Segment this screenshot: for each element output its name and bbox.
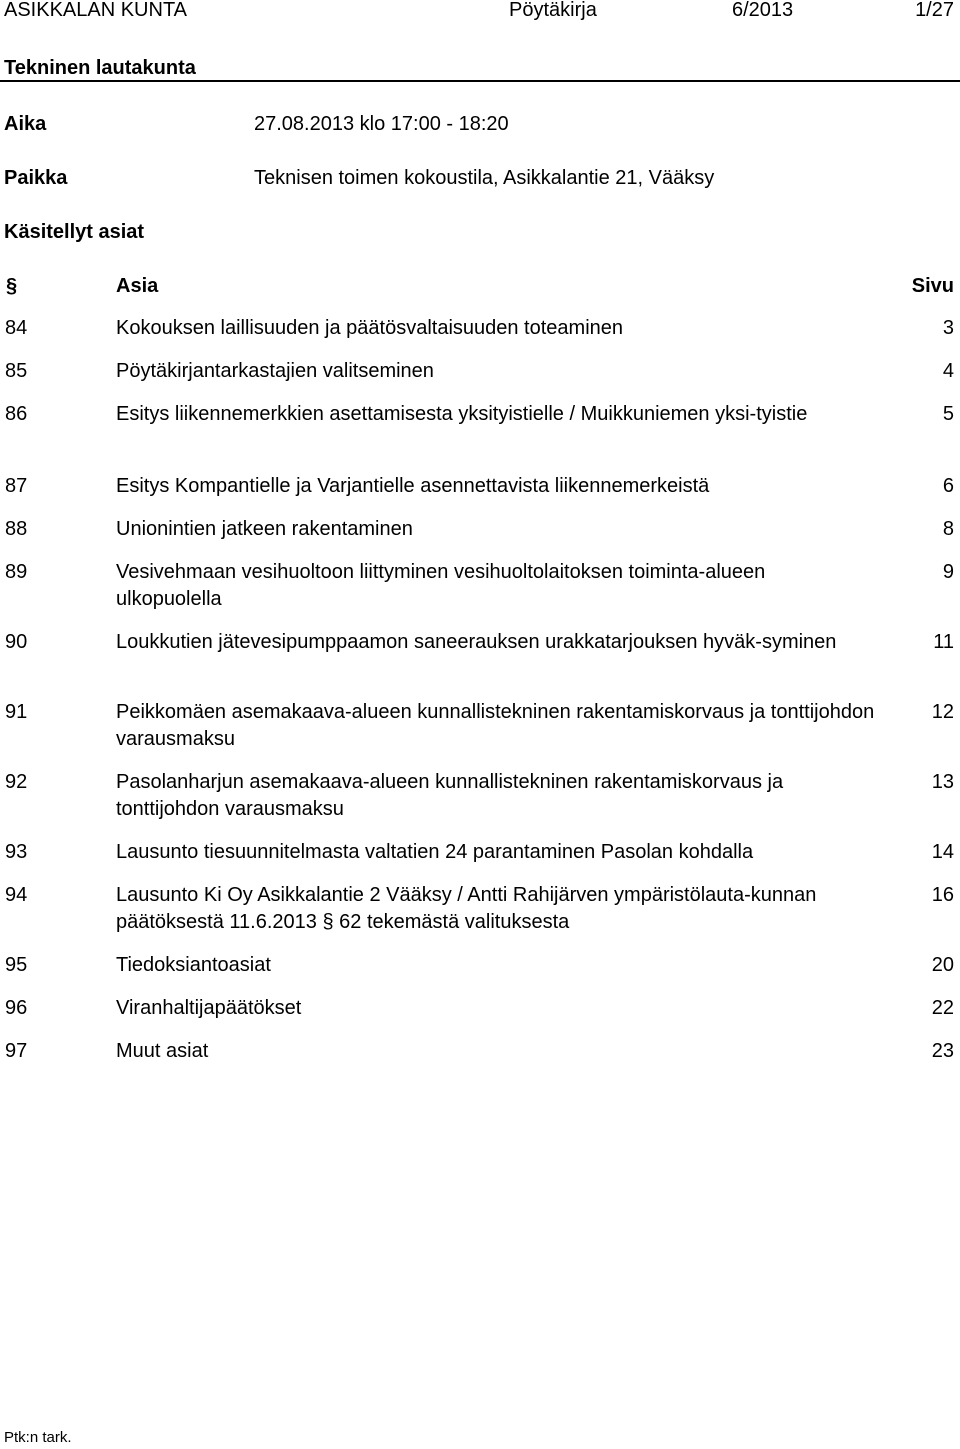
committee-name: Tekninen lautakunta <box>4 57 196 79</box>
item-title: Vesivehmaan vesihuoltoon liittyminen vesihuoltolaitoksen toiminta-alueen ulkopuolella <box>116 561 766 610</box>
item-number: 84 <box>5 317 28 339</box>
item-page: 16 <box>931 884 954 906</box>
item-title: Tiedoksiantoasiat <box>116 954 271 976</box>
document-type: Pöytäkirja <box>509 0 597 21</box>
item-page: 20 <box>931 954 954 976</box>
item-number: 85 <box>5 360 28 382</box>
item-number: 94 <box>5 884 28 906</box>
item-page: 5 <box>942 403 954 425</box>
item-page: 9 <box>942 561 954 583</box>
item-number: 89 <box>5 561 28 583</box>
item-number: 91 <box>5 701 28 723</box>
item-title: Viranhaltijapäätökset <box>116 997 302 1019</box>
time-value: 27.08.2013 klo 17:00 - 18:20 <box>254 113 509 135</box>
item-page: 4 <box>942 360 954 382</box>
document-number: 6/2013 <box>732 0 794 21</box>
item-number: 90 <box>5 631 28 653</box>
section-symbol-header: § <box>6 275 18 297</box>
item-page: 12 <box>931 701 954 723</box>
item-title: Unionintien jatkeen rakentaminen <box>116 518 413 540</box>
header-rule <box>0 80 960 82</box>
item-title: Esitys Kompantielle ja Varjantielle asennettavista liikennemerkeistä <box>116 475 710 497</box>
item-title: Loukkutien jätevesipumppaamon saneerauksen urakkatarjouksen hyväk-syminen <box>116 631 837 653</box>
item-number: 97 <box>5 1040 28 1062</box>
item-number: 95 <box>5 954 28 976</box>
page-indicator: 1/27 <box>915 0 954 21</box>
item-title: Kokouksen laillisuuden ja päätösvaltaisuuden toteaminen <box>116 317 624 339</box>
item-title: Lausunto Ki Oy Asikkalantie 2 Vääksy / Antti Rahijärven ympäristölauta-kunnan päätöksestä 11.6.2013 § 62 tekemästä valituksesta <box>116 884 817 933</box>
item-title: Pasolanharjun asemakaava-alueen kunnallistekninen rakentamiskorvaus ja tonttijohdon varausmaksu <box>116 771 784 820</box>
time-label: Aika <box>4 113 47 135</box>
item-page: 14 <box>931 841 954 863</box>
subject-header: Asia <box>116 275 159 297</box>
item-page: 6 <box>942 475 954 497</box>
page-header: Sivu <box>911 275 954 297</box>
item-page: 11 <box>933 631 954 653</box>
municipality-name: ASIKKALAN KUNTA <box>4 0 188 21</box>
item-number: 92 <box>5 771 28 793</box>
item-page: 22 <box>931 997 954 1019</box>
item-number: 86 <box>5 403 28 425</box>
item-title: Muut asiat <box>116 1040 209 1062</box>
item-number: 96 <box>5 997 28 1019</box>
place-value: Teknisen toimen kokoustila, Asikkalantie 21, Vääksy <box>254 167 715 189</box>
item-title: Lausunto tiesuunnitelmasta valtatien 24 parantaminen Pasolan kohdalla <box>116 841 754 863</box>
place-label: Paikka <box>4 167 68 189</box>
item-page: 3 <box>942 317 954 339</box>
item-number: 87 <box>5 475 28 497</box>
section-title: Käsitellyt asiat <box>4 221 145 243</box>
item-title: Esitys liikennemerkkien asettamisesta yksityistielle / Muikkuniemen yksi-tyistie <box>116 403 808 425</box>
minutes-check-label: Ptk:n tark. <box>4 1429 72 1446</box>
item-title: Peikkomäen asemakaava-alueen kunnallistekninen rakentamiskorvaus ja tonttijohdon varausmaksu <box>116 701 875 750</box>
item-page: 8 <box>942 518 954 540</box>
item-number: 88 <box>5 518 28 540</box>
item-page: 13 <box>931 771 954 793</box>
item-page: 23 <box>931 1040 954 1062</box>
item-number: 93 <box>5 841 28 863</box>
item-title: Pöytäkirjantarkastajien valitseminen <box>116 360 434 382</box>
